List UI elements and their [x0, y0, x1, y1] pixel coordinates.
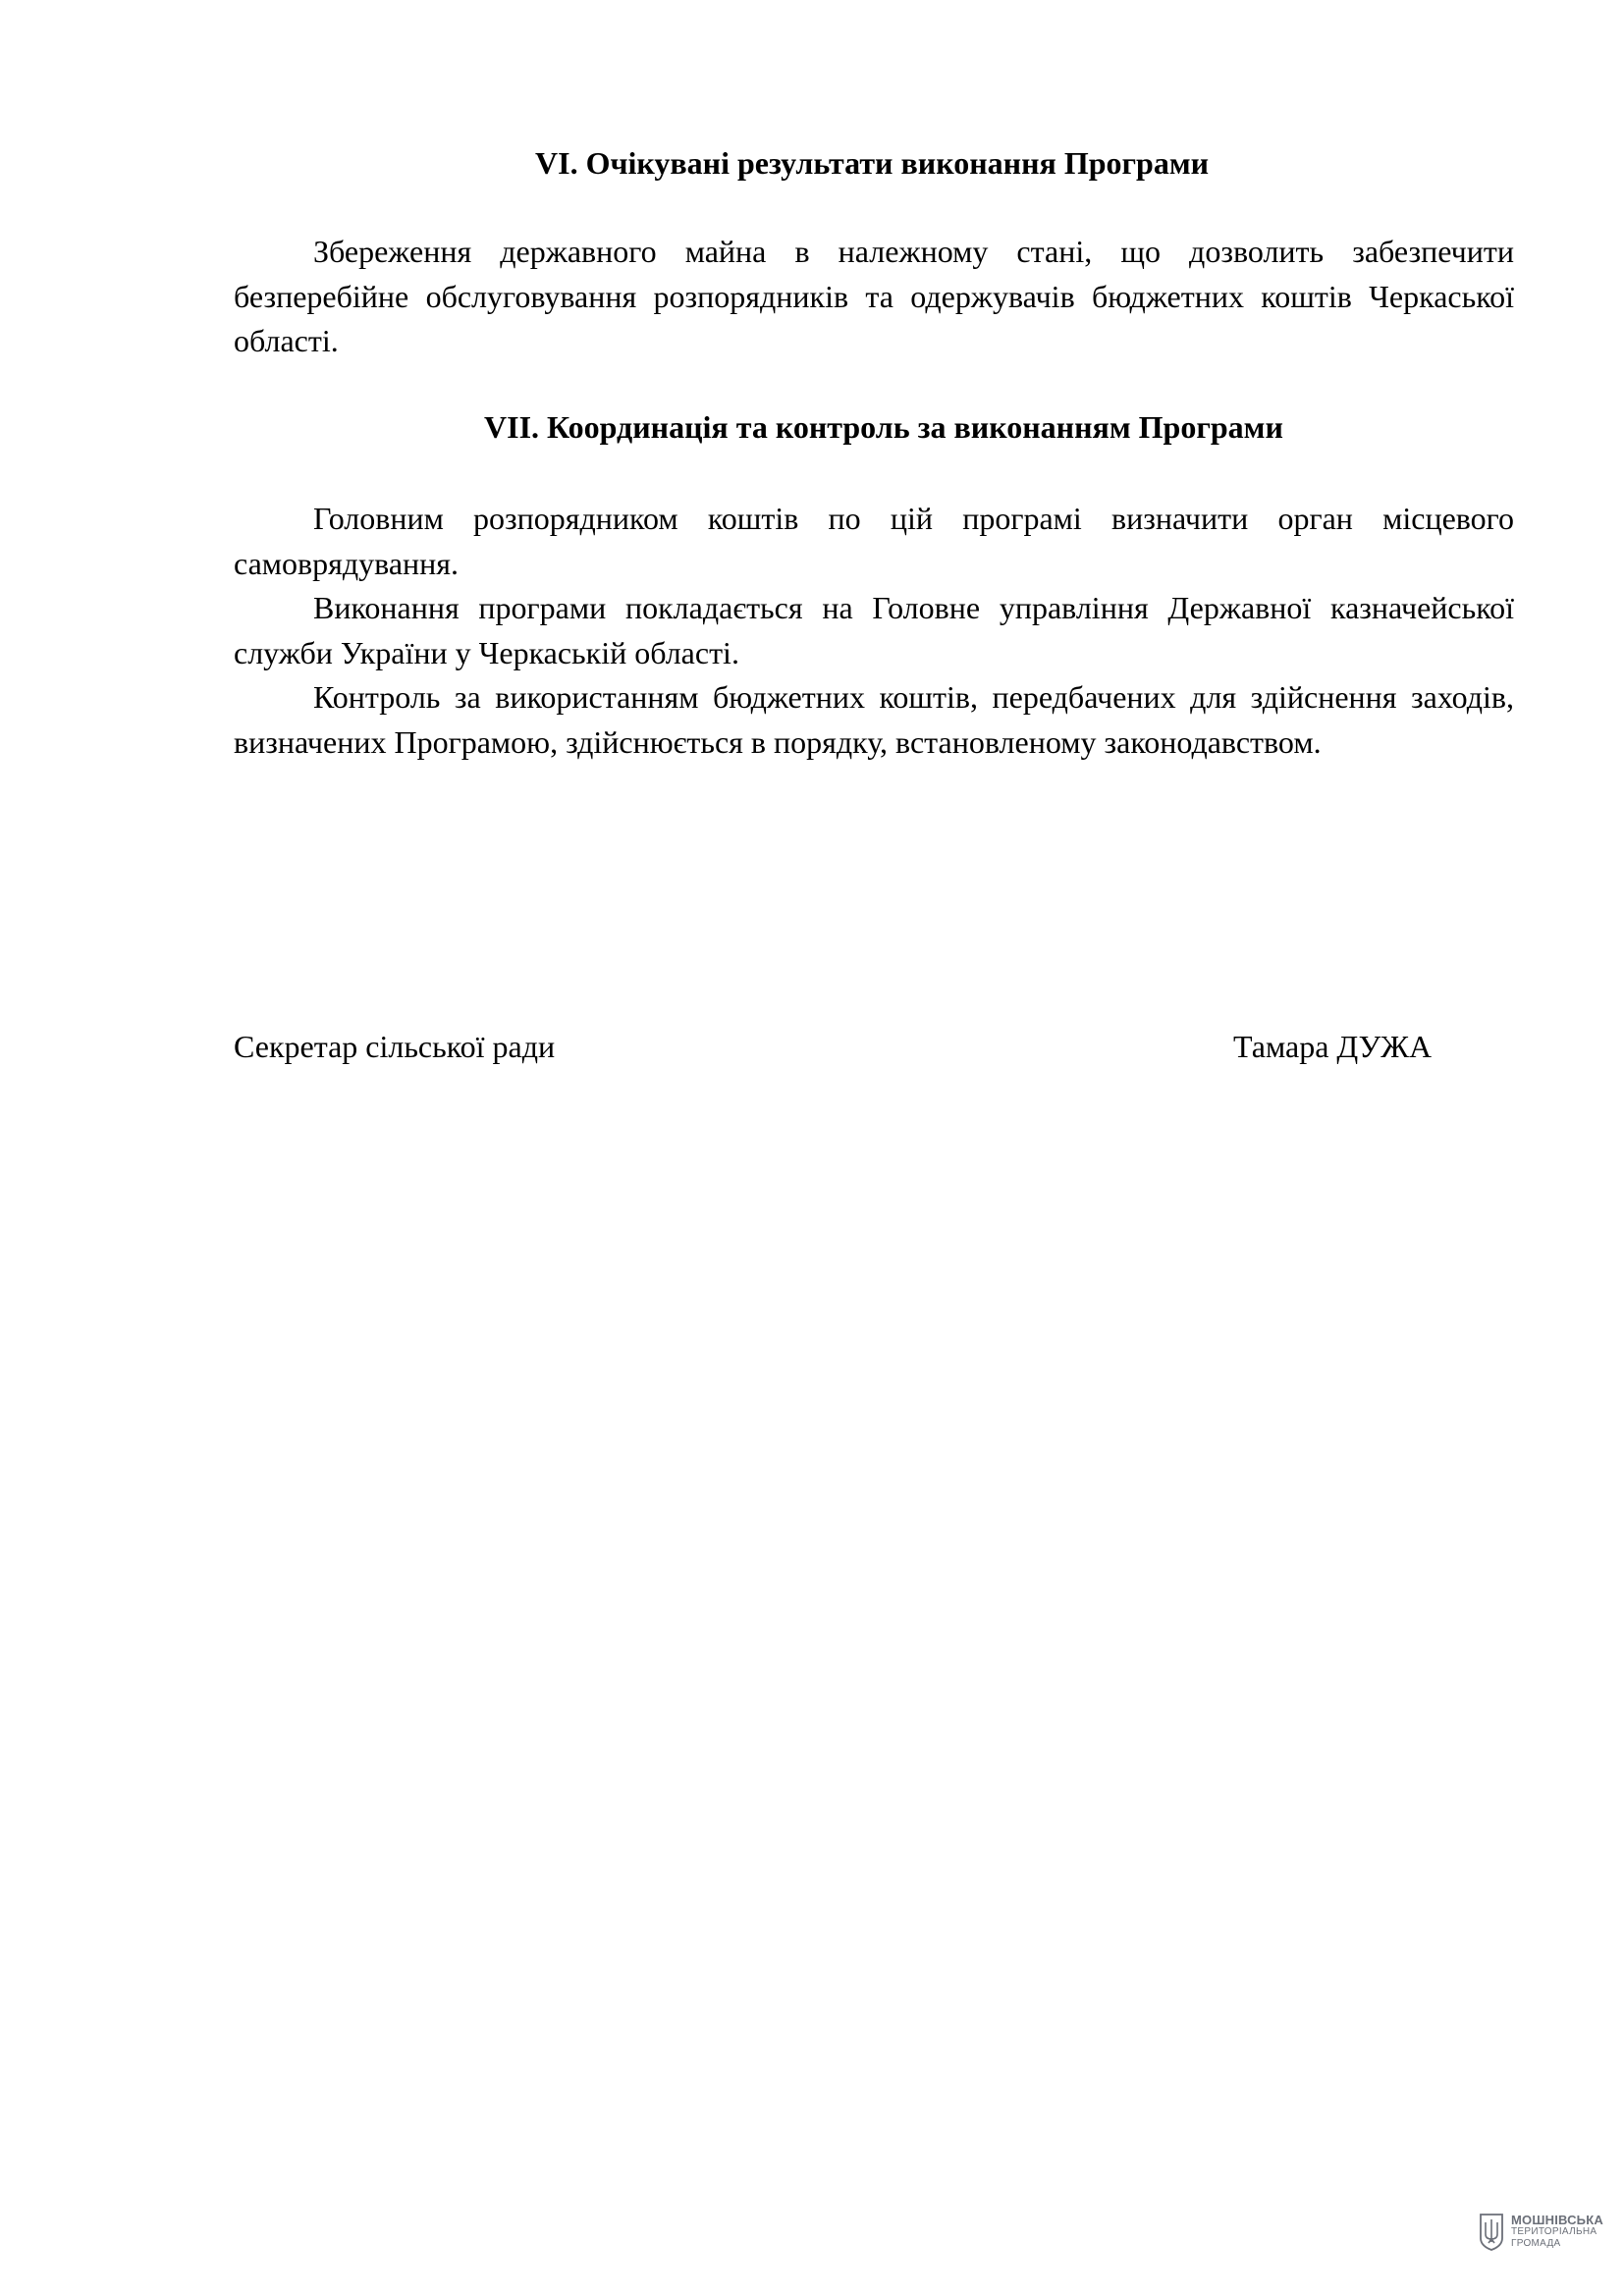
signature-name: Тамара ДУЖА — [1233, 1029, 1433, 1064]
section-7-paragraph-2: Виконання програми покладається на Головне управління Державної казначейської служби України у Черкаській області. — [234, 590, 1514, 670]
logo-line-3: ГРОМАДА — [1511, 2238, 1561, 2249]
section-6-heading: VI. Очікувані результати виконання Програми — [535, 145, 1210, 181]
section-7-heading: VII. Координація та контроль за виконанням Програми — [484, 409, 1283, 445]
logo-line-1: МОШНІВСЬКА — [1511, 2213, 1603, 2227]
section-6-paragraph: Збереження державного майна в належному стані, що дозволить забезпечити безперебійне обслуговування розпорядників та одержувачів бюджетних коштів Черкаської області. — [234, 234, 1514, 358]
logo-text — [1511, 2215, 1603, 2250]
section-7-paragraph-3: Контроль за використанням бюджетних коштів, передбачених для здійснення заходів, визначених Програмою, здійснюється в порядку, встановленому законодавством. — [234, 679, 1514, 760]
trident-icon — [1478, 2213, 1505, 2252]
signature-position: Секретар сільської ради — [234, 1029, 556, 1064]
section-7-paragraph-1: Головним розпорядником коштів по цій програмі визначити орган місцевого самоврядування. — [234, 501, 1514, 581]
community-logo — [1478, 2203, 1615, 2262]
logo-line-2: ТЕРИТОРІАЛЬНА — [1511, 2226, 1597, 2237]
